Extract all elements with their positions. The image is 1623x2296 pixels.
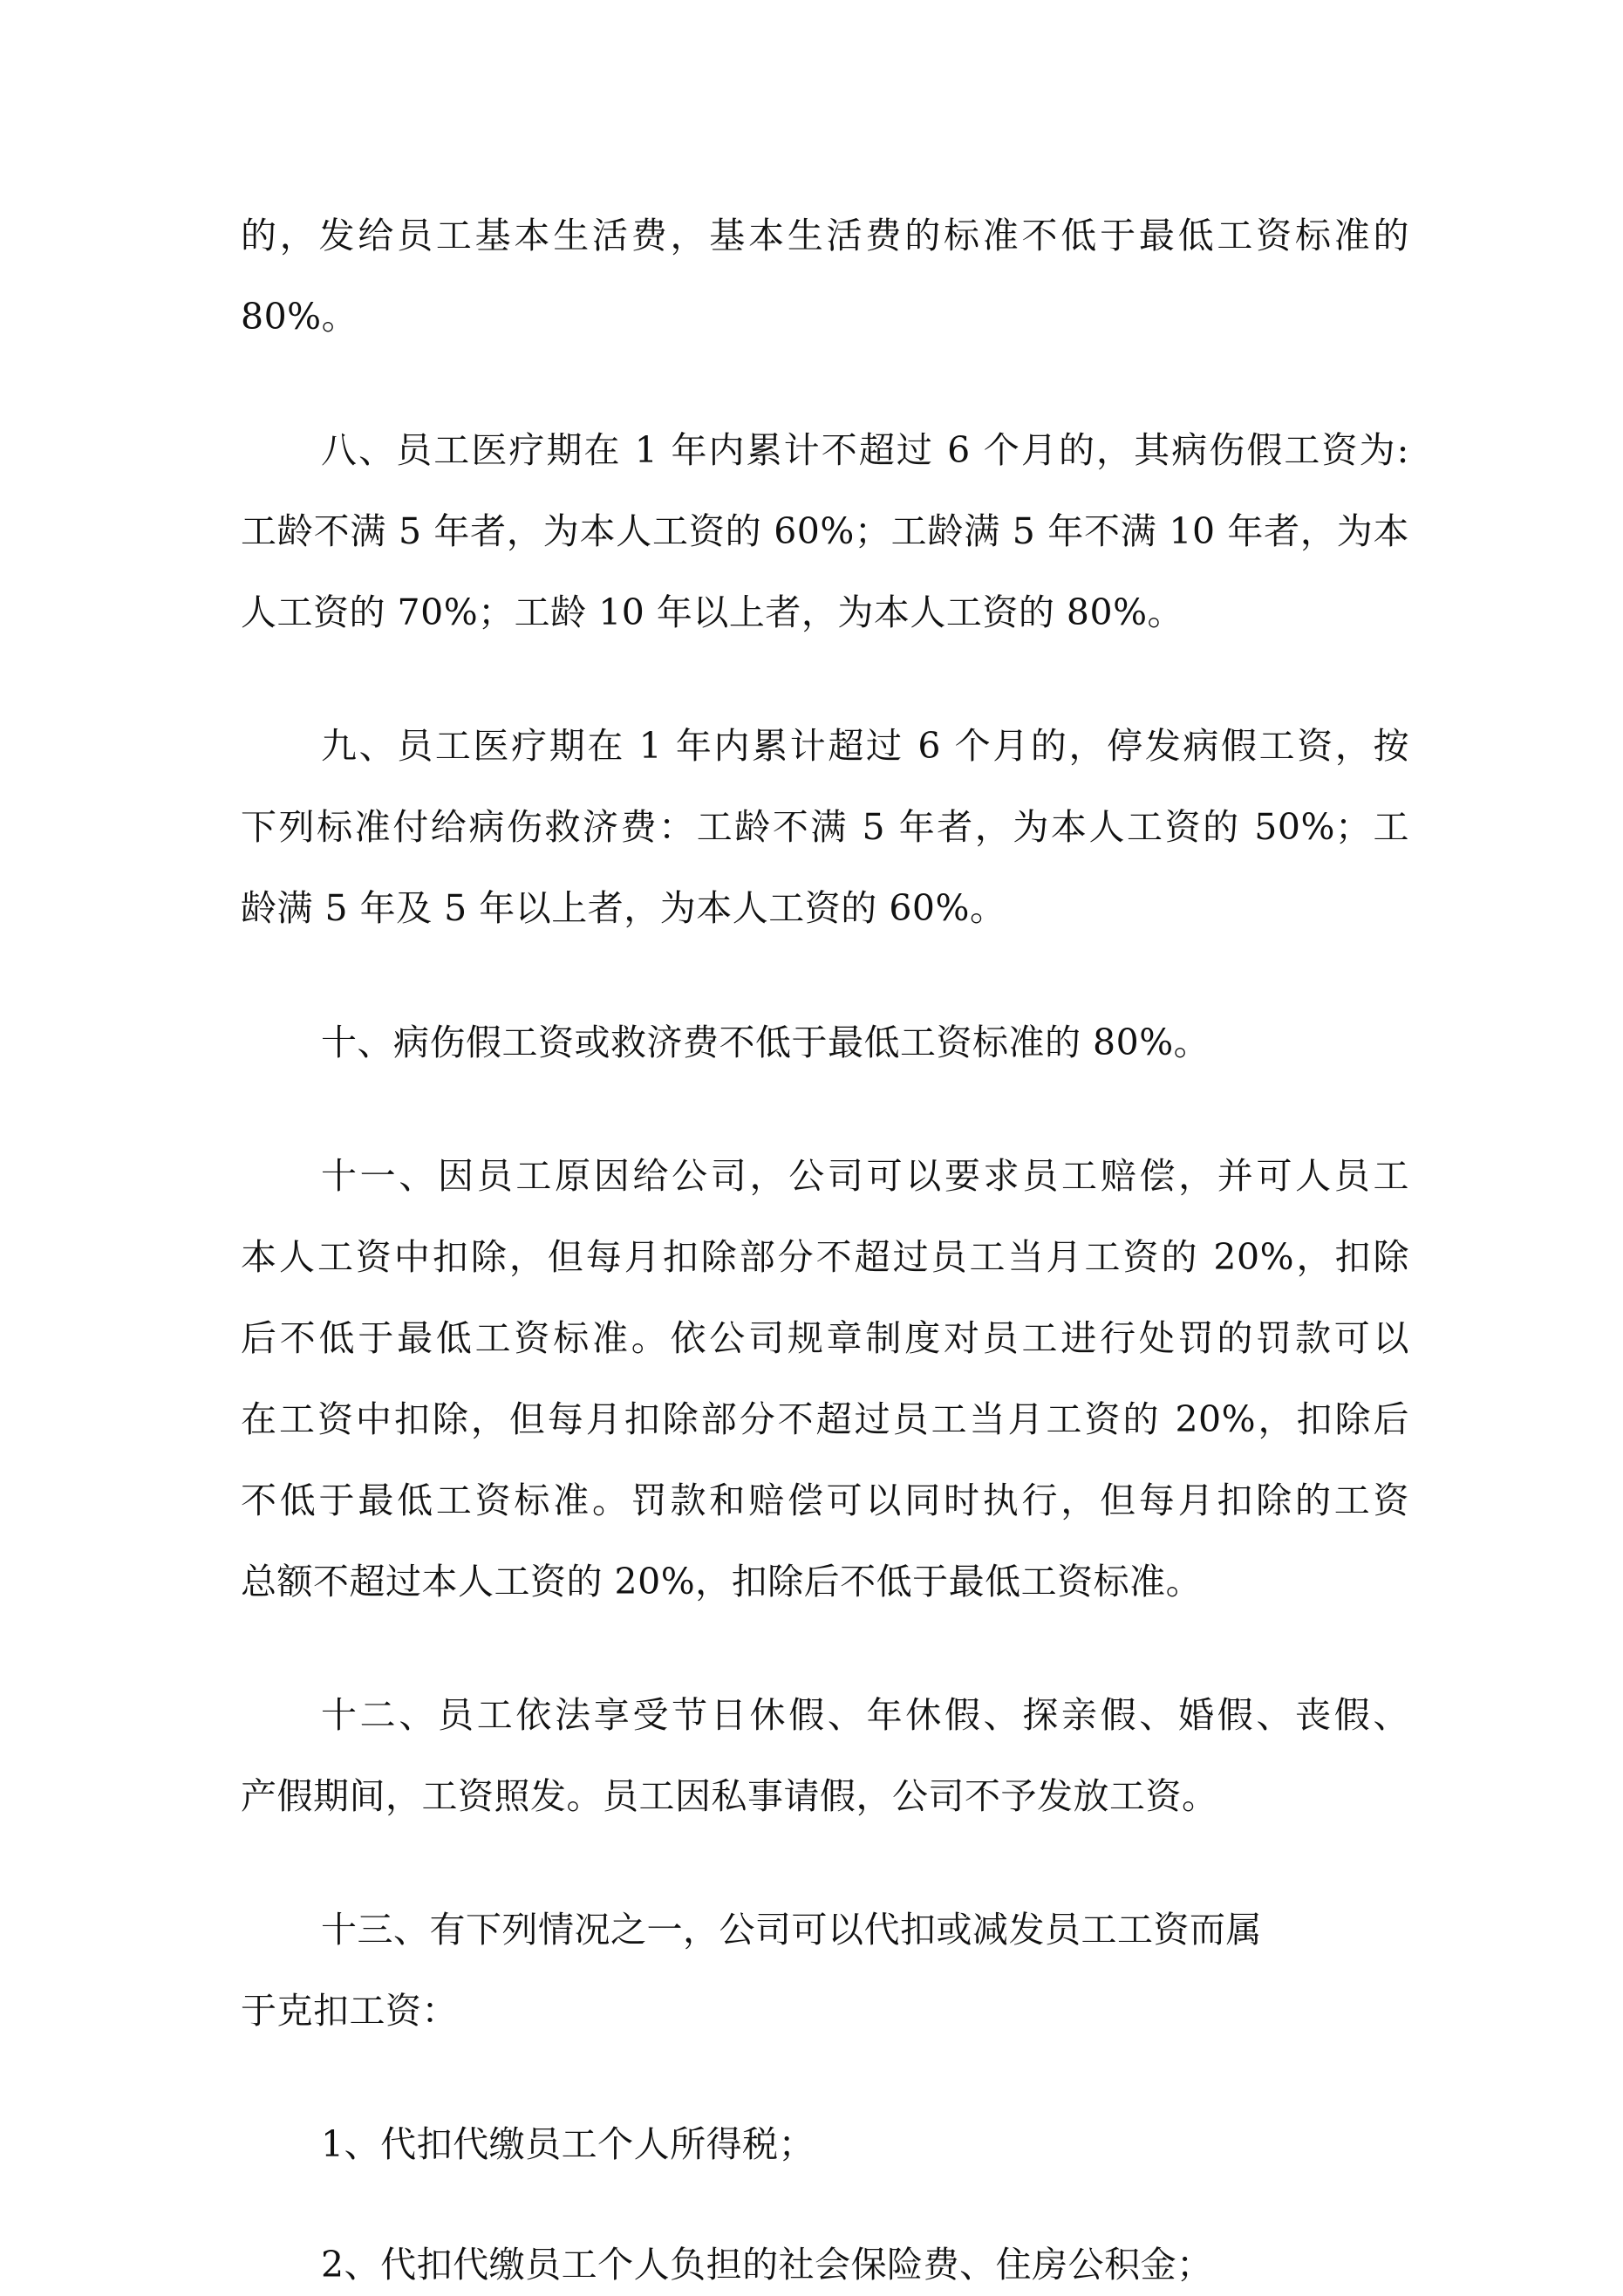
text-line: 后不低于最低工资标准。依公司规章制度对员工进行处罚的罚款可以 [241, 1317, 1409, 1359]
clause-11-line: 十一、因员工原因给公司，公司可以要求员工赔偿，并可人员工 [321, 1155, 1409, 1197]
text-line: 于克扣工资： [241, 1990, 458, 2032]
text-line: 本人工资中扣除，但每月扣除部分不超过员工当月工资的 20%，扣除 [241, 1236, 1409, 1278]
clause-9-line: 九、员工医疗期在 1 年内累计超过 6 个月的，停发病假工资，按 [321, 725, 1409, 767]
clause-8-line: 八、员工医疗期在 1 年内累计不超过 6 个月的，其病伤假工资为: [321, 429, 1409, 471]
text-line: 龄满 5 年及 5 年以上者，为本人工资的 60%。 [241, 887, 1006, 929]
text-line: 下列标准付给病伤救济费：工龄不满 5 年者，为本人工资的 50%；工 [241, 806, 1409, 848]
text-line: 总额不超过本人工资的 20%，扣除后不低于最低工资标准。 [241, 1561, 1203, 1602]
text-line: 的，发给员工基本生活费，基本生活费的标准不低于最低工资标准的 [241, 215, 1409, 256]
list-item-2: 2、代扣代缴员工个人负担的社会保险费、住房公积金； [321, 2244, 1213, 2286]
text-line: 产假期间，工资照发。员工因私事请假，公司不予发放工资。 [241, 1775, 1218, 1817]
list-item-1: 1、代扣代缴员工个人所得税； [321, 2123, 815, 2165]
clause-12-line: 十二、员工依法享受节日休假、年休假、探亲假、婚假、丧假、 [321, 1694, 1409, 1736]
text-line: 在工资中扣除，但每月扣除部分不超过员工当月工资的 20%，扣除后 [241, 1398, 1409, 1440]
clause-10-line: 十、病伤假工资或救济费不低于最低工资标准的 80%。 [321, 1022, 1210, 1063]
text-line: 不低于最低工资标准。罚款和赔偿可以同时执行，但每月扣除的工资 [241, 1479, 1409, 1521]
text-line: 80%。 [241, 296, 358, 338]
text-line: 工龄不满 5 年者，为本人工资的 60%；工龄满 5 年不满 10 年者，为本 [241, 510, 1409, 552]
clause-13-line: 十三、有下列情况之一，公司可以代扣或减发员工工资而属 [321, 1909, 1262, 1951]
text-line: 人工资的 70%；工龄 10 年以上者，为本人工资的 80%。 [241, 591, 1184, 633]
